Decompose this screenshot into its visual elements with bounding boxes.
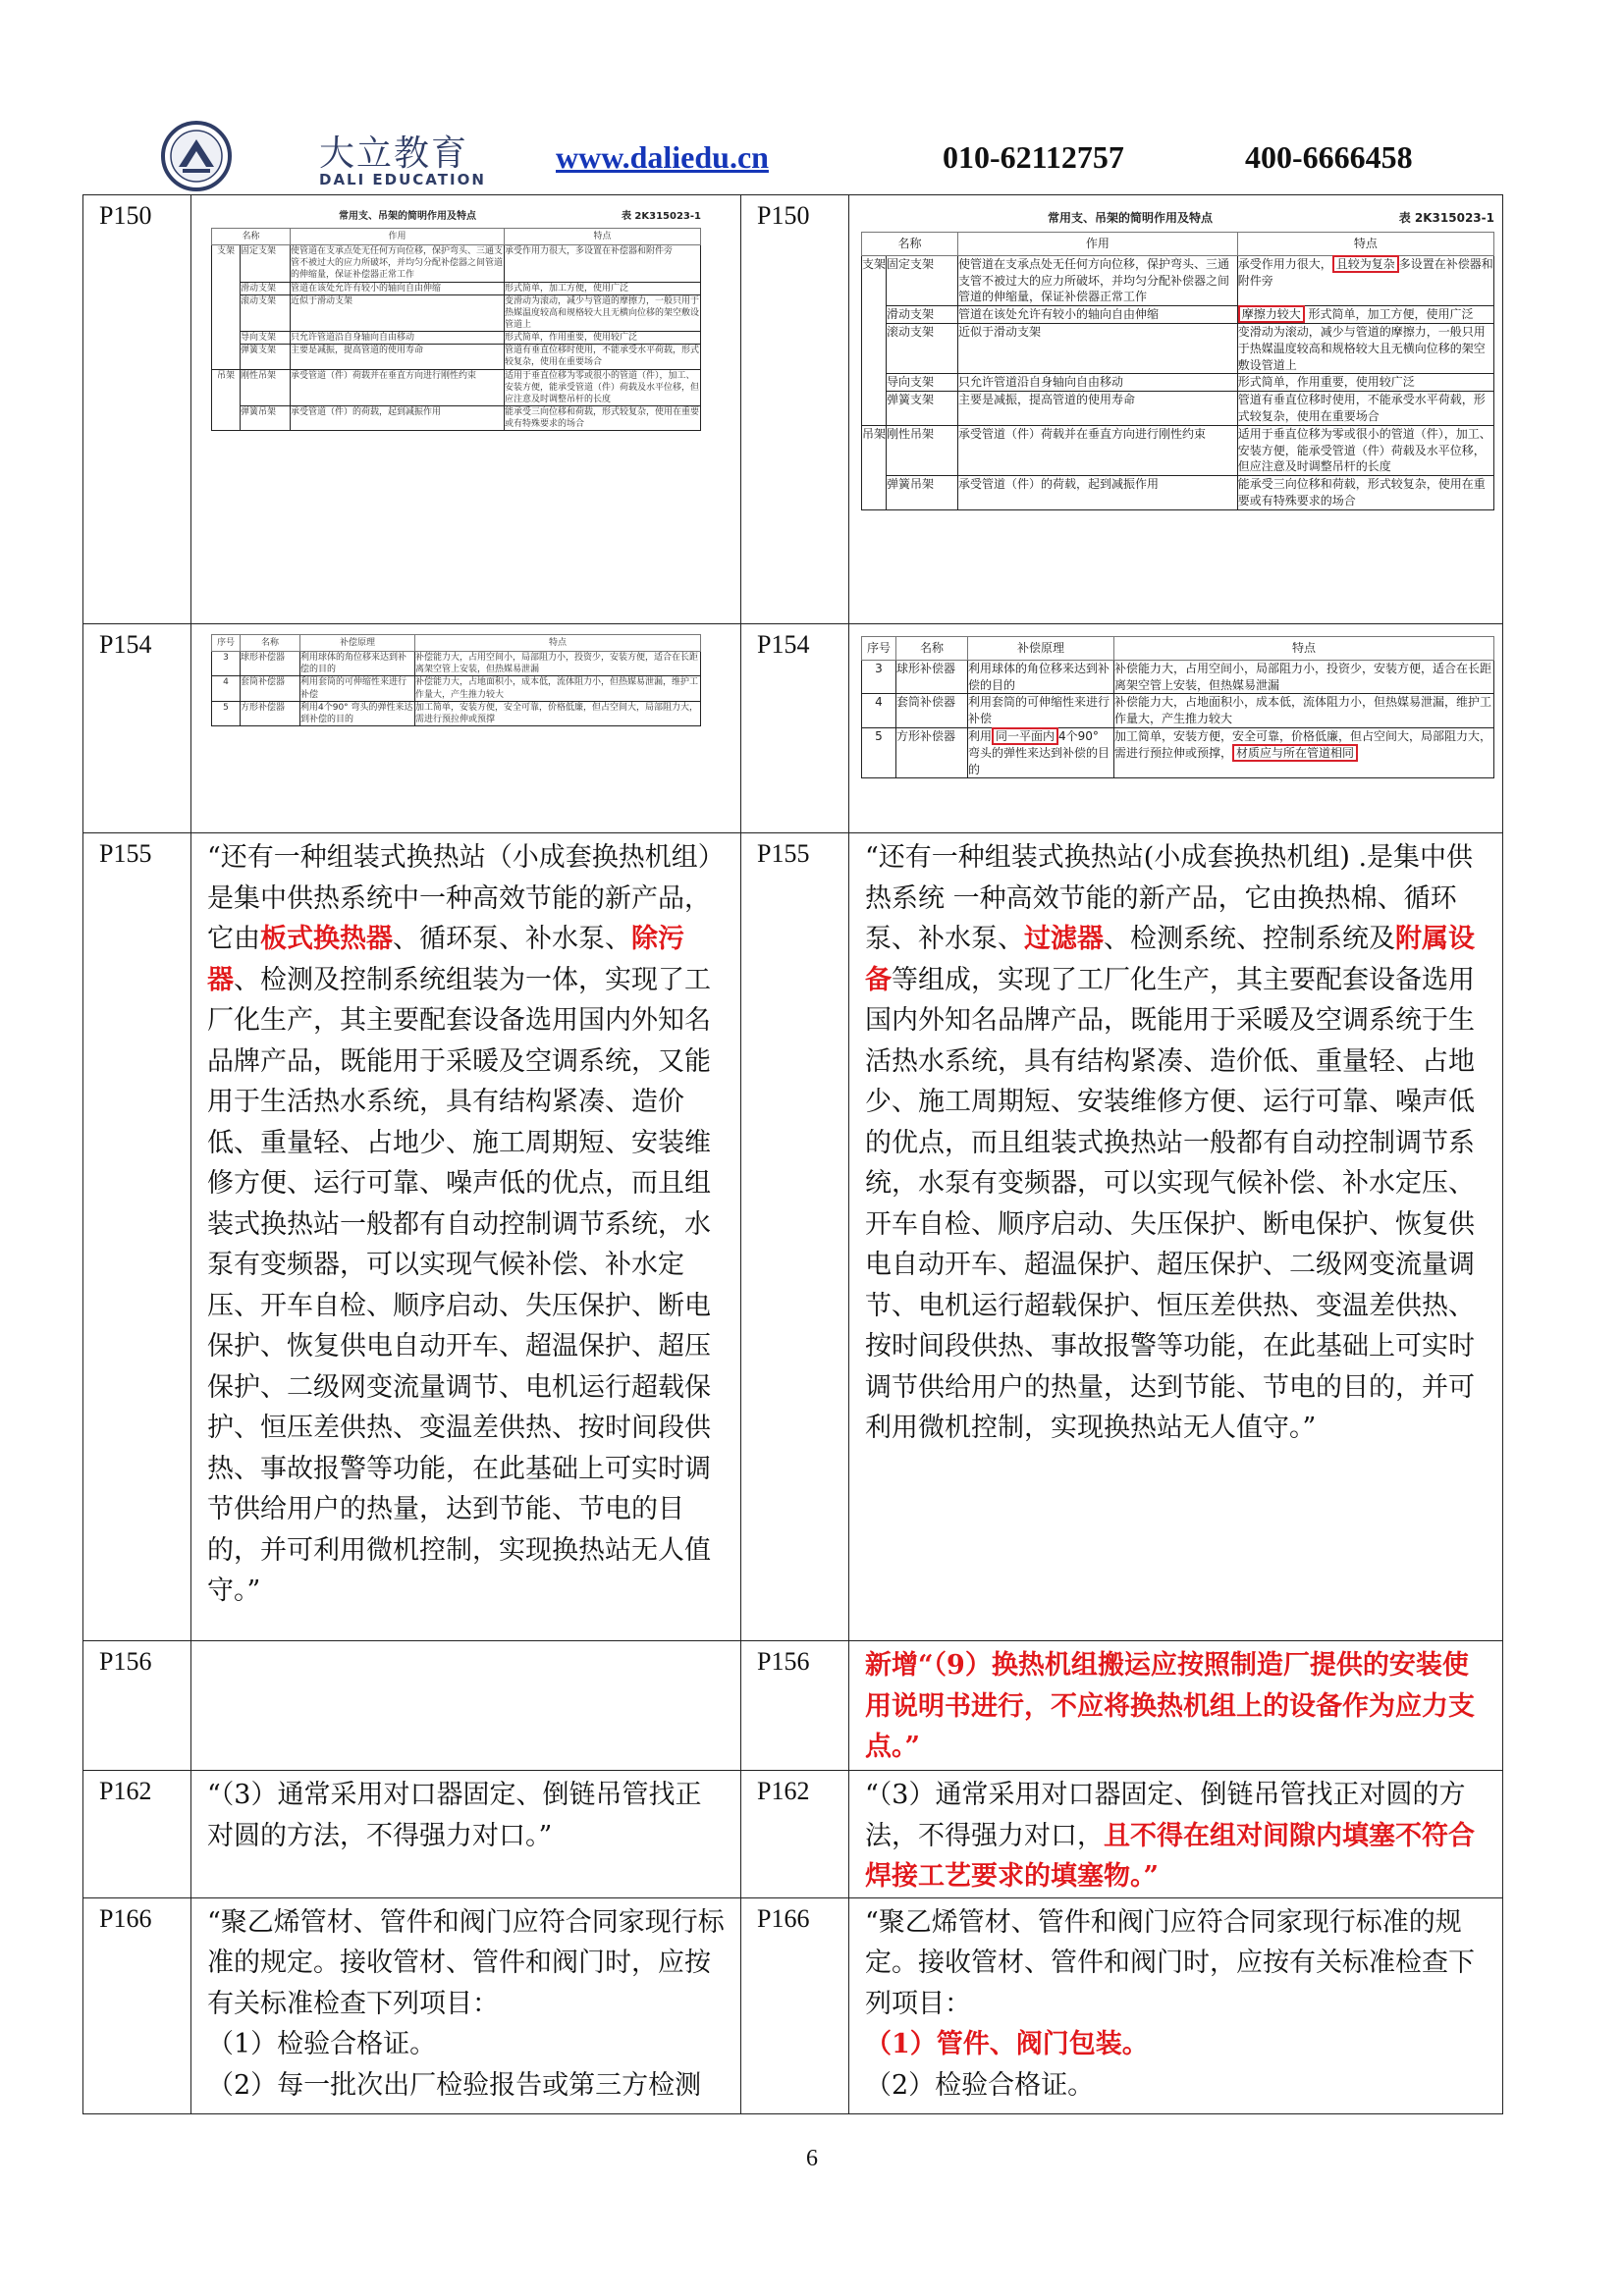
old-text: “还有一种组装式换热站（小成套换热机组）是集中供热系统中一种高效节能的新产品，它由板式换热器、循环泵、补水泵、除污器、检测及控制系统组装为一体，实现了工厂化生产，其主要配套设备选用国内外知名品牌产品，既能用于采暖及空调系统，又能用于生活热水系统，具有结构紧凑、造价低、重量轻、占地少、施工周期短、安装维修方便、运行可靠、噪声低的优点，而且组装式换热站一般都有自动控制调节系统，水泵有变频器，可以实现气候补偿、补水定压、开车自检、顺序启动、失压保护、断电保护、恢复供电自动开车、超温保护、超压保护、二级网变流量调节、电机运行超载保护、恒压差供热、变温差供热、按时间段供热、事故报警等功能，在此基础上可实时调节供给用户的热量，达到节能、节电的目的，并可利用微机控制，实现换热站无人值守。” [191, 833, 741, 1641]
cell: 变滑动为滚动，减少与管道的摩擦力，一般只用于热媒温度较高和规格较大且无横向位移的架空敷设管道上 [1237, 323, 1493, 373]
old-text-empty [191, 1641, 741, 1771]
cell: 只允许管道沿自身轴向自由移动 [291, 332, 505, 345]
paragraph: “聚乙烯管材、管件和阀门应符合同家现行标准的规定。接收管材、管件和阀门时，应按有关标准检查下列项目： [207, 1906, 725, 2019]
cell: 利用球体的角位移来达到补偿的目的 [300, 652, 415, 676]
new-content-cell [849, 624, 1503, 833]
cell: 刚性吊架 [887, 425, 958, 475]
old-page-number: P154 [83, 624, 191, 833]
cell: 5 [212, 701, 241, 725]
cell: 形式简单，作用重要，使用较广泛 [505, 332, 701, 345]
cell: 滑动支架 [241, 282, 291, 294]
highlight-box: 材质应与所在管道相同 [1232, 744, 1358, 762]
cell: 管道在该处允许有较小的轴向自由伸缩 [291, 282, 505, 294]
new-page-number: P156 [741, 1641, 849, 1771]
old-content-cell [191, 624, 741, 833]
col-header: 补偿原理 [968, 637, 1114, 661]
table-row [83, 195, 1503, 624]
cell: 5 [862, 727, 896, 777]
cell: 球形补偿器 [896, 660, 968, 694]
phone-number-2: 400-6666458 [1245, 139, 1413, 175]
cell: 能承受三向位移和荷载，形式较复杂，使用在重要或有特殊要求的场合 [1237, 476, 1493, 510]
cell: 主要是减振，提高管道的使用寿命 [958, 392, 1238, 426]
compensator-table-old [211, 634, 701, 726]
old-page-number: P156 [83, 1641, 191, 1771]
cell: 主要是减振，提高管道的使用寿命 [291, 345, 505, 369]
col-header: 序号 [862, 637, 896, 661]
red-highlight: 过滤器 [1024, 924, 1104, 954]
cell: 利用套筒的可伸缩性来进行补偿 [968, 694, 1114, 728]
cell: 使管道在支承点处无任何方向位移，保护弯头、三通支管不被过大的应力所破坏，并均匀分配补偿器之间管道的伸缩量，保证补偿器正常工作 [958, 255, 1238, 305]
cell: 补偿能力大，占用空间小，局部阻力小，投资少，安装方便，适合在长距离架空管上安装，但热媒易泄漏 [415, 652, 701, 676]
cell: 形式简单，作用重要，使用较广泛 [1237, 374, 1493, 392]
group-label: 吊架 [212, 369, 241, 431]
red-highlight: 板式换热器 [260, 924, 393, 954]
old-page-number: P166 [83, 1897, 191, 2113]
paragraph: “聚乙烯管材、管件和阀门应符合同家现行标准的规定。接收管材、管件和阀门时，应按有关标准检查下列项目： [865, 1906, 1475, 2019]
cell: 利用 同一平面内 4个90° 弯头的弹性来达到补偿的目的 [968, 727, 1114, 777]
cell: 球形补偿器 [241, 652, 300, 676]
cell: 使管道在支承点处无任何方向位移，保护弯头、三通支管不被过大的应力所破坏，并均匀分配补偿器之间管道的伸缩量，保证补偿器正常工作 [291, 246, 504, 281]
cell: 适用于垂直位移为零或很小的管道（件），加工、安装方便，能承受管道（件）荷载及水平位移，但应注意及时调整吊杆的长度 [505, 370, 700, 404]
cell: 加工简单，安装方便，安全可靠，价格低廉，但占空间大，局部阻力大，需进行预拉伸或预撑 [415, 701, 701, 725]
table-row [83, 1641, 1503, 1771]
cell: 近似于滑动支架 [291, 294, 505, 331]
cell: 补偿能力大，占用空间小，局部阻力小，投资少，安装方便，适合在长距离架空管上安装，但热媒易泄漏 [1114, 660, 1494, 694]
cell: 变滑动为滚动，减少与管道的摩擦力，一般只用于热媒温度较高和规格较大且无横向位移的架空敷设管道上 [505, 295, 700, 330]
cell: 承受管道（件）的荷载，起到减振作用 [291, 405, 505, 430]
new-page-number: P154 [741, 624, 849, 833]
table-number: 表 2K315023-1 [621, 211, 701, 222]
cell: 形式简单，加工方便，使用广泛 [505, 282, 701, 294]
paragraph: （2）每一批次出厂检验报告或第三方检测 [207, 2069, 702, 2101]
cell: 滑动支架 [887, 306, 958, 324]
old-text [191, 1897, 741, 2113]
cell: 刚性吊架 [241, 369, 291, 405]
new-text [849, 1897, 1503, 2113]
red-highlight: （1）管件、阀门包装。 [865, 2029, 1149, 2059]
cell: 管道有垂直位移时使用，不能承受水平荷载，形式较复杂，使用在重要场合 [1237, 392, 1493, 426]
cell: 方形补偿器 [241, 701, 300, 725]
group-label: 支架 [862, 255, 887, 425]
cell: 加工简单，安装方便，安全可靠，价格低廉，但占空间大，局部阻力大，需进行预拉伸或预撑， 材质应与所在管道相同 [1114, 727, 1494, 777]
cell: 4 [862, 694, 896, 728]
group-label: 吊架 [862, 425, 887, 509]
col-header: 名称 [862, 233, 958, 256]
cell: 摩擦力较大 形式简单，加工方便，使用广泛 [1237, 306, 1493, 324]
col-header: 序号 [212, 635, 241, 652]
new-content-cell [849, 195, 1503, 624]
col-header: 作用 [958, 233, 1238, 256]
table-row [83, 833, 1503, 1641]
col-header: 名称 [212, 229, 291, 245]
red-highlight: 且不得在组对间隙内填塞不符合焊接工艺要求的填塞物。” [865, 1820, 1475, 1892]
col-header: 特点 [415, 635, 701, 652]
cell: 弹簧支架 [887, 392, 958, 426]
highlight-box: 且较为复杂 [1332, 255, 1399, 273]
col-header: 特点 [1237, 233, 1493, 256]
cell: 弹簧吊架 [887, 476, 958, 510]
cell: 只允许管道沿自身轴向自由移动 [958, 374, 1238, 392]
support-table-new [861, 232, 1494, 510]
cell: 承受作用力很大， 且较为复杂 多设置在补偿器和附件旁 [1237, 255, 1493, 305]
new-text: “（3）通常采用对口器固定、倒链吊管找正对圆的方法，不得强力对口，且不得在组对间隙内填塞不符合焊接工艺要求的填塞物。” [849, 1771, 1503, 1898]
table-caption [861, 209, 1494, 226]
cell: 套筒补偿器 [241, 676, 300, 701]
cell: 利用套筒的可伸缩性来进行补偿 [300, 676, 415, 701]
cell: 固定支架 [241, 245, 291, 282]
cell: 利用球体的角位移来达到补偿的目的 [968, 660, 1114, 694]
cell: 承受作用力很大，多设置在补偿器和附件旁 [505, 245, 701, 282]
cell: 3 [212, 652, 241, 676]
cell: 弹簧支架 [241, 345, 291, 369]
table-row [83, 1771, 1503, 1898]
cell: 承受管道（件）荷载并在垂直方向进行刚性约束 [291, 369, 505, 405]
cell: 导向支架 [241, 332, 291, 345]
cell: 承受管道（件）荷载并在垂直方向进行刚性约束 [958, 425, 1238, 475]
table-number: 表 2K315023-1 [1398, 211, 1494, 225]
phone-number-1: 010-62112757 [943, 139, 1124, 175]
cell: 方形补偿器 [896, 727, 968, 777]
comparison-table [82, 194, 1503, 2114]
cell: 4 [212, 676, 241, 701]
brand-name-en: DALI EDUCATION [319, 171, 486, 188]
cell: 固定支架 [887, 255, 958, 305]
old-content-cell [191, 195, 741, 624]
cell: 滚动支架 [241, 294, 291, 331]
col-header: 名称 [241, 635, 300, 652]
cell: 利用4个90° 弯头的弹性来达到补偿的目的 [300, 702, 413, 724]
cell: 近似于滑动支架 [958, 323, 1238, 373]
cell: 导向支架 [887, 374, 958, 392]
new-page-number: P166 [741, 1897, 849, 2113]
cell: 套筒补偿器 [896, 694, 968, 728]
highlight-box: 同一平面内 [992, 727, 1058, 745]
cell: 管道在该处允许有较小的轴向自由伸缩 [958, 306, 1238, 324]
highlight-box: 摩擦力较大 [1238, 305, 1305, 323]
page-header [79, 120, 1545, 196]
brand-name-cn: 大立教育 [319, 133, 469, 174]
new-page-number: P155 [741, 833, 849, 1641]
table-title: 常用支、吊架的简明作用及特点 [339, 211, 476, 222]
old-page-number: P150 [83, 195, 191, 624]
table-row [83, 624, 1503, 833]
red-highlight: 除污器 [207, 924, 684, 995]
new-text: “还有一种组装式换热站(小成套换热机组) .是集中供热系统 一种高效节能的新产品，它由换热棉、循环泵、补水泵、过滤器、检测系统、控制系统及附属设备等组成，实现了工厂化生产，其主要配套设备选用国内外知名品牌产品，既能用于采暖及空调系统于生活热水系统，具有结构紧凑、造价低、重量轻、占地少、施工周期短、安装维修方便、运行可靠、噪声低的优点，而且组装式换热站一般都有自动控制调节系统，水泵有变频器，可以实现气候补偿、补水定压、开车自检、顺序启动、失压保护、断电保护、恢复供电自动开车、超温保护、超压保护、二级网变流量调节、电机运行超载保护、恒压差供热、变温差供热、按时间段供热、事故报警等功能，在此基础上可实时调节供给用户的热量，达到节能、节电的目的，并可利用微机控制，实现换热站无人值守。” [849, 833, 1503, 1641]
col-header: 特点 [505, 229, 701, 245]
old-page-number: P162 [83, 1771, 191, 1898]
dali-logo-icon [157, 120, 236, 192]
cell: 适用于垂直位移为零或很小的管道（件），加工、安装方便，能承受管道（件）荷载及水平位移，但应注意及时调整吊杆的长度 [1237, 425, 1493, 475]
cell: 3 [862, 660, 896, 694]
new-text: 新增“（9）换热机组搬运应按照制造厂提供的安装使用说明书进行，不应将换热机组上的设备作为应力支点。” [849, 1641, 1503, 1771]
table-row [83, 1897, 1503, 2113]
red-highlight: 附属设备 [865, 924, 1475, 995]
table-caption [211, 207, 701, 222]
paragraph: （2）检验合格证。 [865, 2069, 1095, 2101]
cell: 弹簧吊架 [241, 405, 291, 430]
cell: 滚动支架 [887, 323, 958, 373]
cell: 补偿能力大，占地面积小，成本低，流体阻力小，但热媒易泄漏，维护工作量大，产生推力较大 [415, 676, 701, 701]
cell: 补偿能力大，占地面积小，成本低，流体阻力小，但热媒易泄漏，维护工作量大，产生推力较大 [1114, 694, 1494, 728]
cell: 承受管道（件）的荷载，起到减振作用 [958, 476, 1238, 510]
compensator-table-new [861, 636, 1494, 778]
new-page-number: P150 [741, 195, 849, 624]
col-header: 作用 [291, 229, 505, 245]
col-header: 补偿原理 [300, 635, 415, 652]
col-header: 名称 [896, 637, 968, 661]
paragraph: （1）检验合格证。 [207, 2029, 437, 2059]
cell: 管道有垂直位移时使用，不能承受水平荷载，形式较复杂，使用在重要场合 [505, 346, 700, 368]
old-text: “（3）通常采用对口器固定、倒链吊管找正对圆的方法，不得强力对口。” [191, 1771, 741, 1898]
old-page-number: P155 [83, 833, 191, 1641]
col-header: 特点 [1114, 637, 1494, 661]
support-table-old [211, 228, 701, 431]
new-page-number: P162 [741, 1771, 849, 1898]
table-title: 常用支、吊架的简明作用及特点 [1048, 211, 1214, 225]
group-label: 支架 [212, 245, 241, 369]
page-number: 6 [806, 2146, 818, 2171]
website-link[interactable]: www.daliedu.cn [556, 139, 769, 175]
cell: 能承受三向位移和荷载，形式较复杂，使用在重要或有特殊要求的场合 [505, 406, 700, 430]
